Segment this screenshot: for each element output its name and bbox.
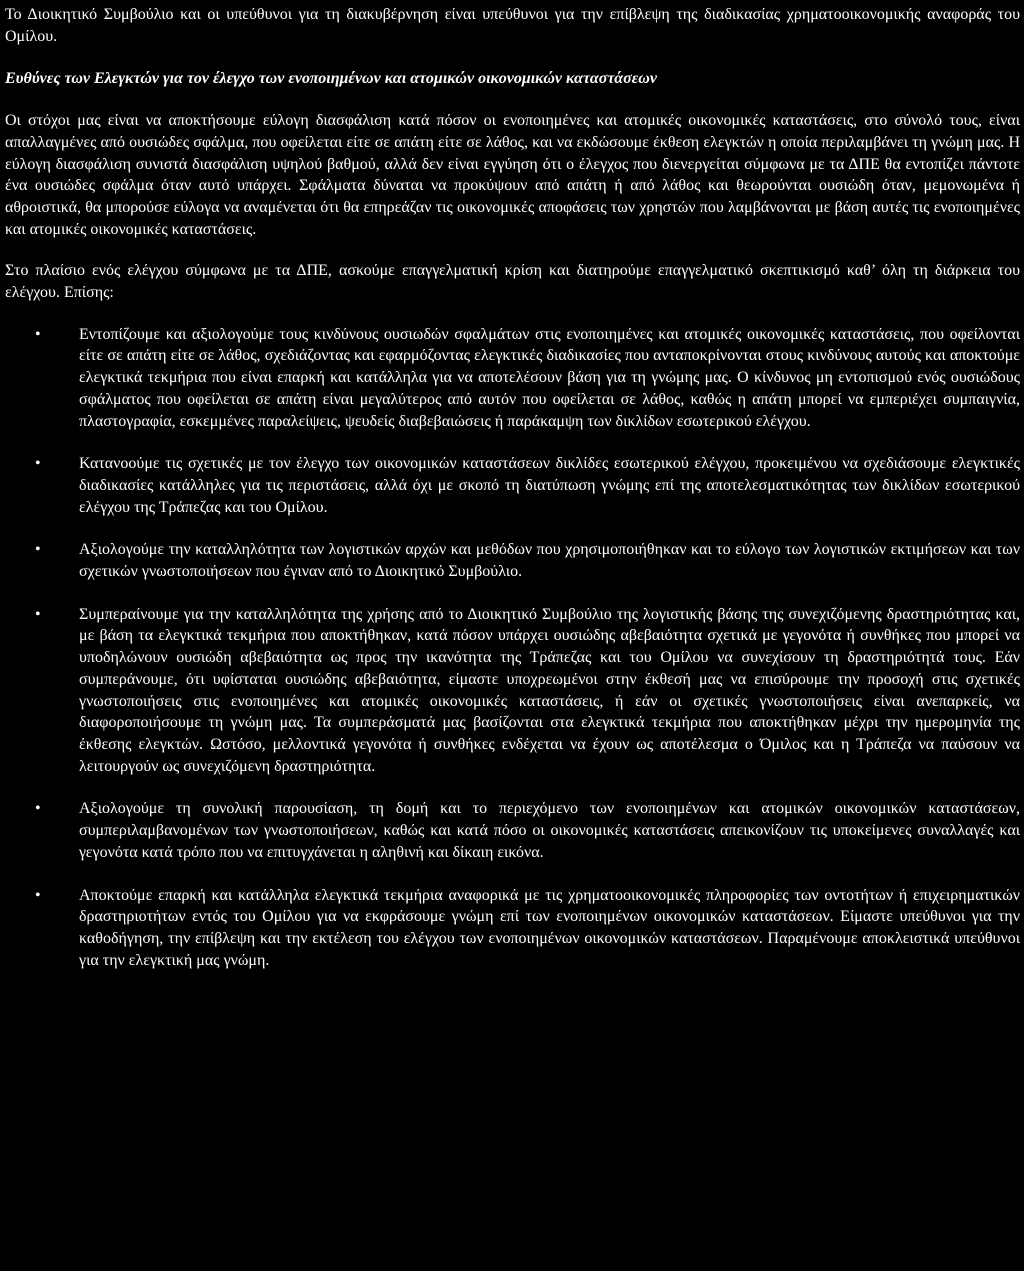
body-paragraph-1: Οι στόχοι μας είναι να αποκτήσουμε εύλογη διασφάλιση κατά πόσον οι ενοποιημένες και ατομικές οικονομικές καταστάσεις, στο σύνολό τους, είναι απαλλαγμένες από ουσιώδες σφάλμα, που οφείλεται είτε σε απάτη είτε σε λάθος, και να εκδώσουμε έκθεση ελεγκτών η οποία περιλαμβάνει τη γνώμη μας. Η εύλογη διασφάλιση συνιστά διασφάλιση υψηλού βαθμού, αλλά δεν είναι εγγύηση ότι ο έλεγχος που διενεργείται σύμφωνα με τα ΔΠΕ θα εντοπίζει πάντοτε ένα ουσιώδες σφάλμα όταν αυτό υπάρχει. Σφάλματα δύναται να προκύψουν από απάτη ή από λάθος και θεωρούνται ουσιώδη όταν, μεμονωμένα ή αθροιστικά, θα μπορούσε εύλογα να αναμένεται ότι θα επηρεάζαν τις οικονομικές αποφάσεις των χρηστών που λαμβάνονται με βάση αυτές τις ενοποιημένες και ατομικές οικονομικές καταστάσεις. [5,112,1020,238]
responsibilities-list [5,324,1020,972]
section-heading: Ευθύνες των Ελεγκτών για τον έλεγχο των ενοποιημένων και ατομικών οικονομικών καταστάσεων [5,70,657,88]
list-item-text: Εντοπίζουμε και αξιολογούμε τους κινδύνους ουσιωδών σφαλμάτων στις ενοποιημένες και ατομικές οικονομικές καταστάσεις, που οφείλονται είτε σε απάτη είτε σε λάθος, σχεδιάζοντας και εφαρμόζοντας ελεγκτικές διαδικασίες που ανταποκρίνονται στους κινδύνους αυτούς και αποκτούμε ελεγκτικά τεκμήρια που είναι επαρκή και κατάλληλα για να αποτελέσουν βάση για τη γνώμης μας. Ο κίνδυνος μη εντοπισμού ενός ουσιώδους σφάλματος που οφείλεται σε απάτη είναι μεγαλύτερος από αυτόν που οφείλεται σε λάθος, καθώς η απάτη μπορεί να εμπεριέχει συμπαιγνία, πλαστογραφία, εσκεμμένες παραλείψεις, ψευδείς διαβεβαιώσεις ή παράκαμψη των δικλίδων εσωτερικού ελέγχου. [79,325,1020,430]
list-item-text: Αποκτούμε επαρκή και κατάλληλα ελεγκτικά τεκμήρια αναφορικά με τις χρηματοοικονομικές πληροφορίες των οντοτήτων ή επιχειρηματικών δραστηριοτήτων εντός του Ομίλου για να εκφράσουμε γνώμη επί των ενοποιημένων οικονομικών καταστάσεων. Είμαστε υπεύθυνοι για την καθοδήγηση, την επίβλεψη και την εκτέλεση του ελέγχου των ενοποιημένων οικονομικών καταστάσεων. Παραμένουμε αποκλειστικά υπεύθυνοι για την ελεγκτική μας γνώμη. [79,886,1020,969]
bullet-icon: • [35,455,41,473]
intro-paragraph: Το Διοικητικό Συμβούλιο και οι υπεύθυνοι για τη διακυβέρνηση είναι υπεύθυνοι για την επίβλεψη της διαδικασίας χρηματοοικονομικής αναφοράς του Ομίλου. [5,6,1020,45]
list-item-text: Κατανοούμε τις σχετικές με τον έλεγχο των οικονομικών καταστάσεων δικλίδες εσωτερικού ελέγχου, προκειμένου να σχεδιάσουμε ελεγκτικές διαδικασίες κατάλληλες για τις περιστάσεις, αλλά όχι με σκοπό τη διατύπωση γνώμης επί της αποτελεσματικότητας των δικλίδων εσωτερικού ελέγχου της Τράπεζας και του Ομίλου. [79,455,1020,516]
list-item [5,324,1020,433]
list-item-text: Αξιολογούμε την καταλληλότητα των λογιστικών αρχών και μεθόδων που χρησιμοποιήθηκαν και το εύλογο των λογιστικών εκτιμήσεων και των σχετικών γνωστοποιήσεων που έγιναν από το Διοικητικό Συμβούλιο. [79,541,1020,581]
list-item [5,539,1020,582]
list-item-text: Αξιολογούμε τη συνολική παρουσίαση, τη δομή και το περιεχόμενο των ενοποιημένων και ατομικών οικονομικών καταστάσεων, συμπεριλαμβανομένων των γνωστοποιήσεων, καθώς και κατά πόσο οι οικονομικές καταστάσεις απεικονίζουν τις υποκείμενες συναλλαγές και γεγονότα κατά τρόπο που να επιτυγχάνεται η αληθινή και δίκαιη εικόνα. [79,800,1020,861]
bullet-icon: • [35,886,41,904]
body-paragraph-2: Στο πλαίσιο ενός ελέγχου σύμφωνα με τα ΔΠΕ, ασκούμε επαγγελματική κρίση και διατηρούμε επαγγελματικό σκεπτικισμό καθ’ όλη τη διάρκεια του ελέγχου. Επίσης: [5,262,1020,302]
list-item [5,604,1020,778]
list-item [5,885,1020,972]
bullet-icon: • [35,541,41,559]
bullet-icon: • [35,325,41,343]
bullet-icon: • [35,605,41,623]
list-item [5,798,1020,863]
list-item [5,453,1020,518]
list-item-text: Συμπεραίνουμε για την καταλληλότητα της χρήσης από το Διοικητικό Συμβούλιο της λογιστικής βάσης της συνεχιζόμενης δραστηριότητας και, με βάση τα ελεγκτικά τεκμήρια που αποκτήθηκαν, κατά πόσον υπάρχει ουσιώδης αβεβαιότητα σχετικά με γεγονότα ή συνθήκες που μπορεί να υποδηλώνουν ουσιώδη αβεβαιότητα ως προς την ικανότητα της Τράπεζας και του Ομίλου να συνεχίσουν τη δραστηριότητά τους. Εάν συμπεράνουμε, ότι υφίσταται ουσιώδης αβεβαιότητα, είμαστε υποχρεωμένοι στην έκθεσή μας να επισύρουμε την προσοχή στις σχετικές γνωστοποιήσεις στις ενοποιημένες και ατομικές οικονομικές καταστάσεις, ή εάν οι σχετικές γνωστοποιήσεις είναι ανεπαρκείς, να διαφοροποιήσουμε τη γνώμη μας. Τα συμπεράσματά μας βασίζονται στα ελεγκτικά τεκμήρια που αποκτήθηκαν μέχρι την ημερομηνία της έκθεσης ελεγκτών. Ωστόσο, μελλοντικά γεγονότα ή συνθήκες ενδέχεται να έχουν ως αποτέλεσμα ο Όμιλος και η Τράπεζα να παύσουν να λειτουργούν ως συνεχιζόμενη δραστηριότητα. [79,605,1020,775]
bullet-icon: • [35,800,41,818]
